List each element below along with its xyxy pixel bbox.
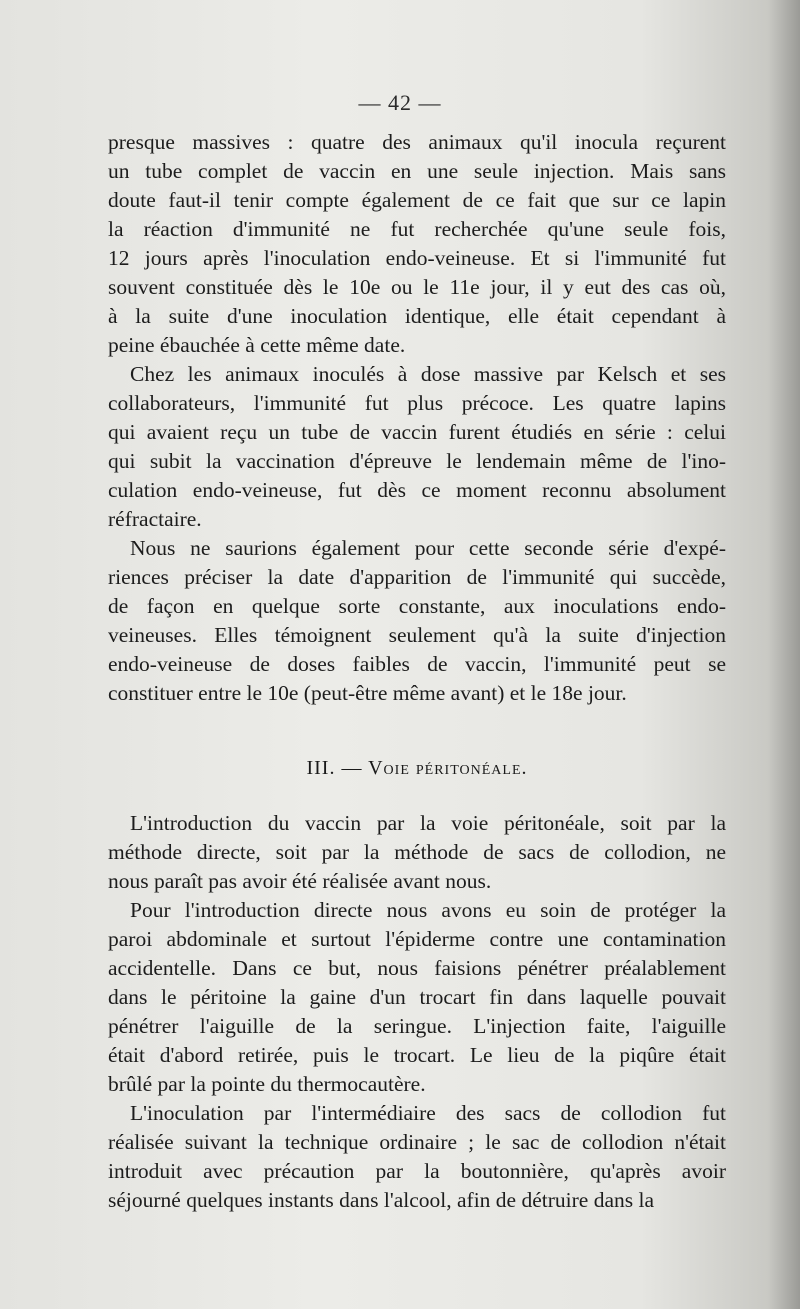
text-line: pénétrer l'aiguille de la seringue. L'injection faite, l'aiguille (108, 1014, 726, 1038)
text-line: réfractaire. (108, 507, 202, 531)
text-line: séjourné quelques instants dans l'alcool, afin de détruire dans la (108, 1188, 654, 1212)
text-line: nous paraît pas avoir été réalisée avant nous. (108, 869, 492, 893)
paragraphs-after-heading (108, 809, 726, 1215)
text-line: culation endo-veineuse, fut dès ce moment reconnu absolument (108, 478, 726, 502)
text-line: doute faut-il tenir compte également de ce fait que sur ce lapin (108, 188, 726, 212)
text-line: L'introduction du vaccin par la voie péritonéale, soit par la (130, 811, 726, 835)
text-line: paroi abdominale et surtout l'épiderme contre une contamination (108, 927, 726, 951)
paragraph (108, 534, 726, 708)
text-line: accidentelle. Dans ce but, nous faisions pénétrer préalablement (108, 956, 726, 980)
section-heading-text: III. — Voie péritonéale. (306, 757, 528, 779)
body-text (108, 128, 726, 1215)
text-line: qui avaient reçu un tube de vaccin furent étudiés en série : celui (108, 420, 726, 444)
text-line: Pour l'introduction directe nous avons eu soin de protéger la (130, 898, 726, 922)
paragraph (108, 1099, 726, 1215)
text-line: endo-veineuse de doses faibles de vaccin, l'immunité peut se (108, 652, 726, 676)
section-heading (108, 754, 726, 783)
text-line: la réaction d'immunité ne fut recherchée qu'une seule fois, (108, 217, 726, 241)
text-line: Chez les animaux inoculés à dose massive par Kelsch et ses (130, 362, 726, 386)
text-line: collaborateurs, l'immunité fut plus précoce. Les quatre lapins (108, 391, 726, 415)
paragraph (108, 809, 726, 896)
text-line: Nous ne saurions également pour cette seconde série d'expé- (130, 536, 726, 560)
text-line: peine ébauchée à cette même date. (108, 333, 406, 357)
text-line: méthode directe, soit par la méthode de sacs de collodion, ne (108, 840, 726, 864)
paragraph (108, 896, 726, 1099)
text-line: 12 jours après l'inoculation endo-veineuse. Et si l'immunité fut (108, 246, 726, 270)
text-line: L'inoculation par l'intermédiaire des sacs de collodion fut (130, 1101, 726, 1125)
text-line: était d'abord retirée, puis le trocart. Le lieu de la piqûre était (108, 1043, 726, 1067)
text-line: dans le péritoine la gaine d'un trocart fin dans laquelle pouvait (108, 985, 726, 1009)
text-line: brûlé par la pointe du thermocautère. (108, 1072, 426, 1096)
text-line: veineuses. Elles témoignent seulement qu'à la suite d'injection (108, 623, 726, 647)
paragraph (108, 128, 726, 360)
text-line: constituer entre le 10e (peut-être même avant) et le 18e jour. (108, 681, 627, 705)
paragraph (108, 360, 726, 534)
text-line: souvent constituée dès le 10e ou le 11e jour, il y eut des cas où, (108, 275, 726, 299)
text-line: riences préciser la date d'apparition de l'immunité qui succède, (108, 565, 726, 589)
page-number: — 42 — (358, 90, 442, 115)
text-line: presque massives : quatre des animaux qu'il inocula reçurent (108, 130, 726, 154)
text-line: qui subit la vaccination d'épreuve le lendemain même de l'ino- (108, 449, 726, 473)
text-line: introduit avec précaution par la boutonnière, qu'après avoir (108, 1159, 726, 1183)
paragraphs-before-heading (108, 128, 726, 708)
text-line: à la suite d'une inoculation identique, elle était cependant à (108, 304, 726, 328)
text-line: de façon en quelque sorte constante, aux inoculations endo- (108, 594, 726, 618)
text-line: un tube complet de vaccin en une seule injection. Mais sans (108, 159, 726, 183)
text-line: réalisée suivant la technique ordinaire ; le sac de collodion n'était (108, 1130, 726, 1154)
